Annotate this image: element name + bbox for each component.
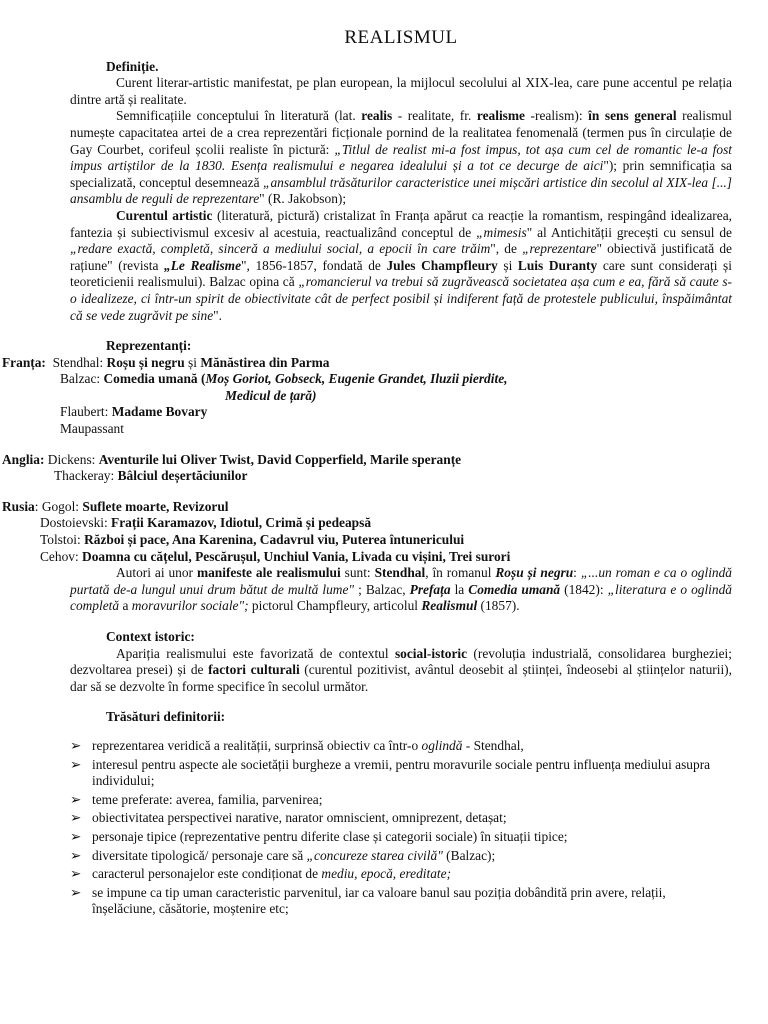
rep-anglia-dickens: Anglia: Dickens: Aventurile lui Oliver Twist, David Copperfield, Marile speranțe — [2, 451, 462, 467]
section-definitie — [70, 59, 732, 325]
list-item: ➢ diversitate tipologică/ personaje care să „concureze starea civilă" (Balzac); — [70, 847, 496, 863]
section-context — [70, 629, 732, 695]
page-title: REALISMUL — [344, 27, 458, 48]
paragraph-semnificatii: Semnificațiile conceptului în literatură (lat. realis - realitate, fr. realisme -realism): în sens general realismul numește capacitatea artei de a crea reprezentări ficționale pornind de la realitatea fenomenală (termen pus în circulație de Gay Courbet, corifeul școlii realiste în pictură: „Titlul de realist mi-a fost impus, tot așa cum cel de romantic le-a fost impus artiștilor de la 1830. Esența realismului e negarea idealului și a tot ce decurge de aici"); prin semnificația sa specializată, conceptul desemnează „ansamblul trăsăturilor caracteristice unei mișcări artistice din secolul al XIX-lea [...] ansamblu de reguli de reprezentare" (R. Jakobson); — [70, 108, 732, 207]
section-reprezentanti — [2, 338, 732, 615]
rep-franta-stendhal: Franța: Stendhal: Roșu și negru și Mănăstirea din Parma — [2, 354, 330, 370]
rep-franta-maupassant: Maupassant — [60, 421, 124, 437]
rep-anglia-thackeray: Thackeray: Bâlciul deșertăciunilor — [54, 468, 248, 484]
list-item: ➢ interesul pentru aspecte ale societății burgheze a vremii, pentru moravurile sociale pentru influența mediului asupra individului; — [70, 756, 711, 789]
paragraph-definition: Curent literar-artistic manifestat, pe plan european, la mijlocul secolului al XIX-lea, care pune accentul pe relația dintre artă și realitate. — [70, 75, 732, 107]
arrowhead-bullet-icon: ➢ — [70, 756, 82, 772]
rep-rusia-cehov: Cehov: Doamna cu cățelul, Pescărușul, Unchiul Vania, Livada cu vișini, Trei surori — [40, 548, 511, 564]
paragraph-manifeste: Autori ai unor manifeste ale realismului sunt: Stendhal, în romanul Roșu și negru: „...un roman e ca o oglindă purtată de-a lungul unui drum bătut de multă lume" ; Balzac, Prefața la Comedia umană (1842): „literatura e o oglindă completă a moravurilor sociale"; pictorul Champfleury, articolul Realismul (1857). — [70, 565, 732, 614]
list-item: ➢ personaje tipice (reprezentative pentru diferite clase și categorii sociale) în situații tipice; — [70, 828, 568, 844]
list-item: ➢ obiectivitatea perspectivei narative, narator omniscient, omniprezent, detașat; — [70, 810, 507, 826]
paragraph-curentul-artistic: Curentul artistic (literatură, pictură) cristalizat în Franța apărut ca reacție la romantism, respingând idealizarea, fantezia și subiectivismul excesiv al acestuia, reactualizând conceptul de „mimesis" al Antichității grecești cu sensul de „redare exactă, completă, sinceră a mediului social, a epocii în care trăim", de „reprezentare" obiectivă justificată de rațiune" (revista „Le Realisme", 1856-1857, fondată de Jules Champfleury și Luis Duranty care sunt considerați și teoreticienii realismului). Balzac opina că „romancierul va trebui să zugrăvească societatea așa cum e ea, fără să caute s-o idealizeze, ci într-un spirit de obiectivitate cât de perfect posibil și indiferent față de protestele publicului, înspăimântat că se vede zugrăvit pe sine". — [70, 207, 733, 323]
paragraph-context: Apariția realismului este favorizată de contextul social-istoric (revoluția industrială, consolidarea burgheziei; dezvoltarea presei) și de factori culturali (curentul pozitivist, avântul deosebit al științei, îndeosebi al științelor naturii), dar să se dezvolte în forme specifice în secolul următor. — [70, 645, 732, 694]
rep-rusia-dostoievski: Dostoievski: Frații Karamazov, Idiotul, Crimă și pedeapsă — [40, 515, 372, 531]
arrowhead-bullet-icon: ➢ — [70, 884, 82, 900]
rep-franta-flaubert: Flaubert: Madame Bovary — [60, 404, 208, 420]
list-item: ➢ teme preferate: averea, familia, parvenirea; — [70, 791, 323, 807]
arrowhead-bullet-icon: ➢ — [70, 847, 82, 863]
arrowhead-bullet-icon: ➢ — [70, 737, 82, 753]
trasaturi-list — [70, 738, 732, 918]
arrowhead-bullet-icon: ➢ — [70, 866, 82, 882]
list-item: ➢ reprezentarea veridică a realității, surprinsă obiectiv ca într-o oglindă - Stendhal, — [70, 737, 524, 753]
rep-franta-balzac-cont: Medicul de țară) — [225, 387, 317, 403]
heading-context: Context istoric: — [106, 629, 195, 644]
arrowhead-bullet-icon: ➢ — [70, 828, 82, 844]
heading-definitie: Definiție. — [106, 58, 159, 74]
section-trasaturi — [70, 709, 732, 918]
heading-trasaturi: Trăsături definitorii: — [106, 709, 226, 725]
list-item: ➢ caracterul personajelor este condiționat de mediu, epocă, ereditate; — [70, 866, 452, 882]
arrowhead-bullet-icon: ➢ — [70, 810, 82, 826]
rep-rusia-tolstoi: Tolstoi: Război și pace, Ana Karenina, Cadavrul viu, Puterea întunericului — [40, 532, 465, 548]
rep-franta-balzac: Balzac: Comedia umană (Moș Goriot, Gobseck, Eugenie Grandet, Iluzii pierdite, — [60, 371, 508, 387]
rep-rusia-gogol: Rusia: Gogol: Suflete moarte, Revizorul — [2, 498, 229, 514]
arrowhead-bullet-icon: ➢ — [70, 791, 82, 807]
list-item: ➢ se impune ca tip uman caracteristic parvenitul, iar ca valoare banul sau poziția dobândită prin avere, relații, înșelăciune, căsătorie, moștenire etc; — [70, 884, 666, 917]
heading-reprezentanti: Reprezentanți: — [106, 338, 192, 354]
